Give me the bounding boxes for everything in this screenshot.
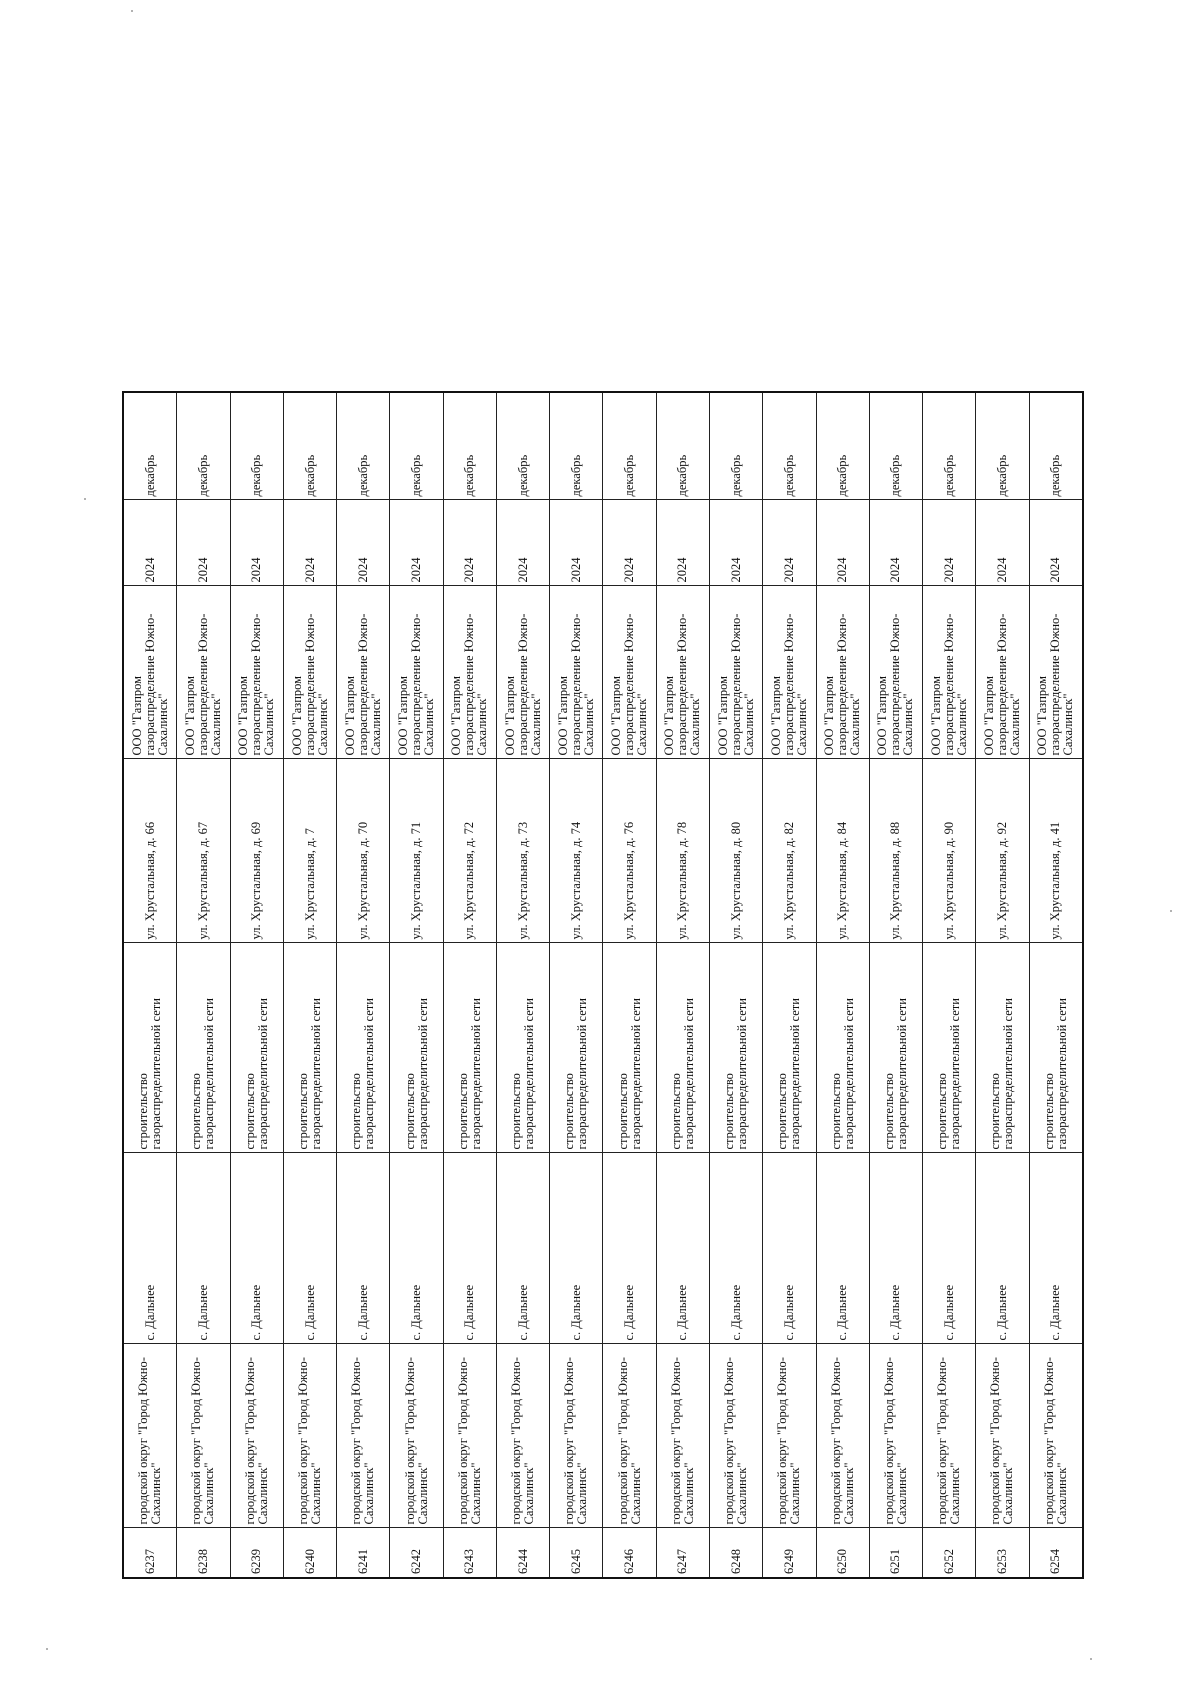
- month-cell: декабрь: [603, 392, 656, 500]
- year-cell: 2024: [763, 500, 816, 586]
- address-cell: ул. Хрустальная, д. 92: [976, 759, 1029, 943]
- owner-cell: ООО "Газпром газораспределение Южно-Сахалинск": [923, 586, 976, 759]
- table-row: [177, 392, 230, 1578]
- row-number: 6248: [710, 1528, 763, 1578]
- municipality-cell: городской округ "Город Южно-Сахалинск": [123, 1344, 177, 1528]
- municipality-cell: городской округ "Город Южно-Сахалинск": [1029, 1344, 1083, 1528]
- row-number: 6238: [177, 1528, 230, 1578]
- work-type-cell: строительство газораспределительной сети: [816, 943, 869, 1153]
- work-type-cell: строительство газораспределительной сети: [496, 943, 549, 1153]
- work-type-cell: строительство газораспределительной сети: [337, 943, 390, 1153]
- scan-speck: [1090, 1658, 1092, 1660]
- locality-cell: с. Дальнее: [869, 1153, 922, 1344]
- locality-cell: с. Дальнее: [443, 1153, 496, 1344]
- address-cell: ул. Хрустальная, д. 90: [923, 759, 976, 943]
- year-cell: 2024: [283, 500, 336, 586]
- locality-cell: с. Дальнее: [337, 1153, 390, 1344]
- month-cell: декабрь: [496, 392, 549, 500]
- rotated-table-container: [122, 393, 1084, 1579]
- row-number: 6244: [496, 1528, 549, 1578]
- owner-cell: ООО "Газпром газораспределение Южно-Сахалинск": [390, 586, 443, 759]
- owner-cell: ООО "Газпром газораспределение Южно-Сахалинск": [550, 586, 603, 759]
- month-cell: декабрь: [710, 392, 763, 500]
- year-cell: 2024: [656, 500, 709, 586]
- work-type-cell: строительство газораспределительной сети: [550, 943, 603, 1153]
- row-number: 6245: [550, 1528, 603, 1578]
- address-cell: ул. Хрустальная, д. 76: [603, 759, 656, 943]
- municipality-cell: городской округ "Город Южно-Сахалинск": [443, 1344, 496, 1528]
- work-type-cell: строительство газораспределительной сети: [869, 943, 922, 1153]
- municipality-cell: городской округ "Город Южно-Сахалинск": [603, 1344, 656, 1528]
- year-cell: 2024: [123, 500, 177, 586]
- locality-cell: с. Дальнее: [390, 1153, 443, 1344]
- owner-cell: ООО "Газпром газораспределение Южно-Сахалинск": [656, 586, 709, 759]
- work-type-cell: строительство газораспределительной сети: [976, 943, 1029, 1153]
- owner-cell: ООО "Газпром газораспределение Южно-Сахалинск": [976, 586, 1029, 759]
- year-cell: 2024: [177, 500, 230, 586]
- municipality-cell: городской округ "Город Южно-Сахалинск": [230, 1344, 283, 1528]
- row-number: 6242: [390, 1528, 443, 1578]
- work-type-cell: строительство газораспределительной сети: [710, 943, 763, 1153]
- municipality-cell: городской округ "Город Южно-Сахалинск": [177, 1344, 230, 1528]
- owner-cell: ООО "Газпром газораспределение Южно-Сахалинск": [603, 586, 656, 759]
- row-number: 6239: [230, 1528, 283, 1578]
- work-type-cell: строительство газораспределительной сети: [177, 943, 230, 1153]
- address-cell: ул. Хрустальная, д. 7: [283, 759, 336, 943]
- table-row: [710, 392, 763, 1578]
- work-type-cell: строительство газораспределительной сети: [230, 943, 283, 1153]
- address-cell: ул. Хрустальная, д. 72: [443, 759, 496, 943]
- locality-cell: с. Дальнее: [230, 1153, 283, 1344]
- locality-cell: с. Дальнее: [177, 1153, 230, 1344]
- address-cell: ул. Хрустальная, д. 82: [763, 759, 816, 943]
- work-type-cell: строительство газораспределительной сети: [763, 943, 816, 1153]
- table-row: [1029, 392, 1083, 1578]
- month-cell: декабрь: [869, 392, 922, 500]
- work-type-cell: строительство газораспределительной сети: [603, 943, 656, 1153]
- locality-cell: с. Дальнее: [763, 1153, 816, 1344]
- row-number: 6254: [1029, 1528, 1083, 1578]
- locality-cell: с. Дальнее: [656, 1153, 709, 1344]
- table-row: [123, 392, 177, 1578]
- owner-cell: ООО "Газпром газораспределение Южно-Сахалинск": [443, 586, 496, 759]
- month-cell: декабрь: [550, 392, 603, 500]
- year-cell: 2024: [816, 500, 869, 586]
- locality-cell: с. Дальнее: [1029, 1153, 1083, 1344]
- locality-cell: с. Дальнее: [710, 1153, 763, 1344]
- gas-network-registry-table: [122, 391, 1084, 1579]
- month-cell: декабрь: [123, 392, 177, 500]
- locality-cell: с. Дальнее: [123, 1153, 177, 1344]
- address-cell: ул. Хрустальная, д. 69: [230, 759, 283, 943]
- month-cell: декабрь: [976, 392, 1029, 500]
- month-cell: декабрь: [763, 392, 816, 500]
- row-number: 6252: [923, 1528, 976, 1578]
- address-cell: ул. Хрустальная, д. 88: [869, 759, 922, 943]
- table-body: [123, 392, 1083, 1578]
- locality-cell: с. Дальнее: [496, 1153, 549, 1344]
- address-cell: ул. Хрустальная, д. 80: [710, 759, 763, 943]
- work-type-cell: строительство газораспределительной сети: [123, 943, 177, 1153]
- locality-cell: с. Дальнее: [816, 1153, 869, 1344]
- row-number: 6243: [443, 1528, 496, 1578]
- owner-cell: ООО "Газпром газораспределение Южно-Сахалинск": [230, 586, 283, 759]
- municipality-cell: городской округ "Город Южно-Сахалинск": [390, 1344, 443, 1528]
- month-cell: декабрь: [923, 392, 976, 500]
- month-cell: декабрь: [390, 392, 443, 500]
- locality-cell: с. Дальнее: [976, 1153, 1029, 1344]
- address-cell: ул. Хрустальная, д. 84: [816, 759, 869, 943]
- table-row: [869, 392, 922, 1578]
- scan-speck: [84, 498, 86, 500]
- row-number: 6253: [976, 1528, 1029, 1578]
- row-number: 6251: [869, 1528, 922, 1578]
- row-number: 6237: [123, 1528, 177, 1578]
- address-cell: ул. Хрустальная, д. 73: [496, 759, 549, 943]
- owner-cell: ООО "Газпром газораспределение Южно-Сахалинск": [710, 586, 763, 759]
- owner-cell: ООО "Газпром газораспределение Южно-Сахалинск": [1029, 586, 1083, 759]
- year-cell: 2024: [443, 500, 496, 586]
- work-type-cell: строительство газораспределительной сети: [390, 943, 443, 1153]
- year-cell: 2024: [923, 500, 976, 586]
- month-cell: декабрь: [283, 392, 336, 500]
- year-cell: 2024: [869, 500, 922, 586]
- owner-cell: ООО "Газпром газораспределение Южно-Сахалинск": [283, 586, 336, 759]
- table-row: [230, 392, 283, 1578]
- table-row: [816, 392, 869, 1578]
- month-cell: декабрь: [1029, 392, 1083, 500]
- month-cell: декабрь: [816, 392, 869, 500]
- municipality-cell: городской округ "Город Южно-Сахалинск": [710, 1344, 763, 1528]
- row-number: 6250: [816, 1528, 869, 1578]
- municipality-cell: городской округ "Город Южно-Сахалинск": [763, 1344, 816, 1528]
- municipality-cell: городской округ "Город Южно-Сахалинск": [550, 1344, 603, 1528]
- municipality-cell: городской округ "Город Южно-Сахалинск": [656, 1344, 709, 1528]
- address-cell: ул. Хрустальная, д. 70: [337, 759, 390, 943]
- table-row: [283, 392, 336, 1578]
- municipality-cell: городской округ "Город Южно-Сахалинск": [976, 1344, 1029, 1528]
- municipality-cell: городской округ "Город Южно-Сахалинск": [869, 1344, 922, 1528]
- table-row: [337, 392, 390, 1578]
- year-cell: 2024: [603, 500, 656, 586]
- work-type-cell: строительство газораспределительной сети: [443, 943, 496, 1153]
- year-cell: 2024: [496, 500, 549, 586]
- address-cell: ул. Хрустальная, д. 41: [1029, 759, 1083, 943]
- year-cell: 2024: [710, 500, 763, 586]
- table-row: [603, 392, 656, 1578]
- address-cell: ул. Хрустальная, д. 74: [550, 759, 603, 943]
- municipality-cell: городской округ "Город Южно-Сахалинск": [923, 1344, 976, 1528]
- scan-speck: [1170, 910, 1172, 912]
- year-cell: 2024: [1029, 500, 1083, 586]
- address-cell: ул. Хрустальная, д. 71: [390, 759, 443, 943]
- row-number: 6241: [337, 1528, 390, 1578]
- owner-cell: ООО "Газпром газораспределение Южно-Сахалинск": [816, 586, 869, 759]
- table-row: [443, 392, 496, 1578]
- year-cell: 2024: [976, 500, 1029, 586]
- locality-cell: с. Дальнее: [550, 1153, 603, 1344]
- month-cell: декабрь: [656, 392, 709, 500]
- work-type-cell: строительство газораспределительной сети: [656, 943, 709, 1153]
- owner-cell: ООО "Газпром газораспределение Южно-Сахалинск": [496, 586, 549, 759]
- table-row: [763, 392, 816, 1578]
- month-cell: декабрь: [177, 392, 230, 500]
- owner-cell: ООО "Газпром газораспределение Южно-Сахалинск": [177, 586, 230, 759]
- municipality-cell: городской округ "Город Южно-Сахалинск": [496, 1344, 549, 1528]
- locality-cell: с. Дальнее: [603, 1153, 656, 1344]
- table-row: [923, 392, 976, 1578]
- table-row: [390, 392, 443, 1578]
- municipality-cell: городской округ "Город Южно-Сахалинск": [283, 1344, 336, 1528]
- scan-speck: [131, 10, 133, 12]
- table-row: [550, 392, 603, 1578]
- work-type-cell: строительство газораспределительной сети: [923, 943, 976, 1153]
- row-number: 6249: [763, 1528, 816, 1578]
- month-cell: декабрь: [230, 392, 283, 500]
- year-cell: 2024: [390, 500, 443, 586]
- table-row: [656, 392, 709, 1578]
- row-number: 6246: [603, 1528, 656, 1578]
- year-cell: 2024: [550, 500, 603, 586]
- month-cell: декабрь: [443, 392, 496, 500]
- municipality-cell: городской округ "Город Южно-Сахалинск": [337, 1344, 390, 1528]
- work-type-cell: строительство газораспределительной сети: [283, 943, 336, 1153]
- year-cell: 2024: [337, 500, 390, 586]
- work-type-cell: строительство газораспределительной сети: [1029, 943, 1083, 1153]
- year-cell: 2024: [230, 500, 283, 586]
- address-cell: ул. Хрустальная, д. 67: [177, 759, 230, 943]
- table-row: [496, 392, 549, 1578]
- row-number: 6240: [283, 1528, 336, 1578]
- locality-cell: с. Дальнее: [923, 1153, 976, 1344]
- owner-cell: ООО "Газпром газораспределение Южно-Сахалинск": [337, 586, 390, 759]
- address-cell: ул. Хрустальная, д. 78: [656, 759, 709, 943]
- owner-cell: ООО "Газпром газораспределение Южно-Сахалинск": [763, 586, 816, 759]
- month-cell: декабрь: [337, 392, 390, 500]
- table-row: [976, 392, 1029, 1578]
- row-number: 6247: [656, 1528, 709, 1578]
- address-cell: ул. Хрустальная, д. 66: [123, 759, 177, 943]
- municipality-cell: городской округ "Город Южно-Сахалинск": [816, 1344, 869, 1528]
- locality-cell: с. Дальнее: [283, 1153, 336, 1344]
- owner-cell: ООО "Газпром газораспределение Южно-Сахалинск": [869, 586, 922, 759]
- owner-cell: ООО "Газпром газораспределение Южно-Сахалинск": [123, 586, 177, 759]
- scan-speck: [46, 1648, 48, 1650]
